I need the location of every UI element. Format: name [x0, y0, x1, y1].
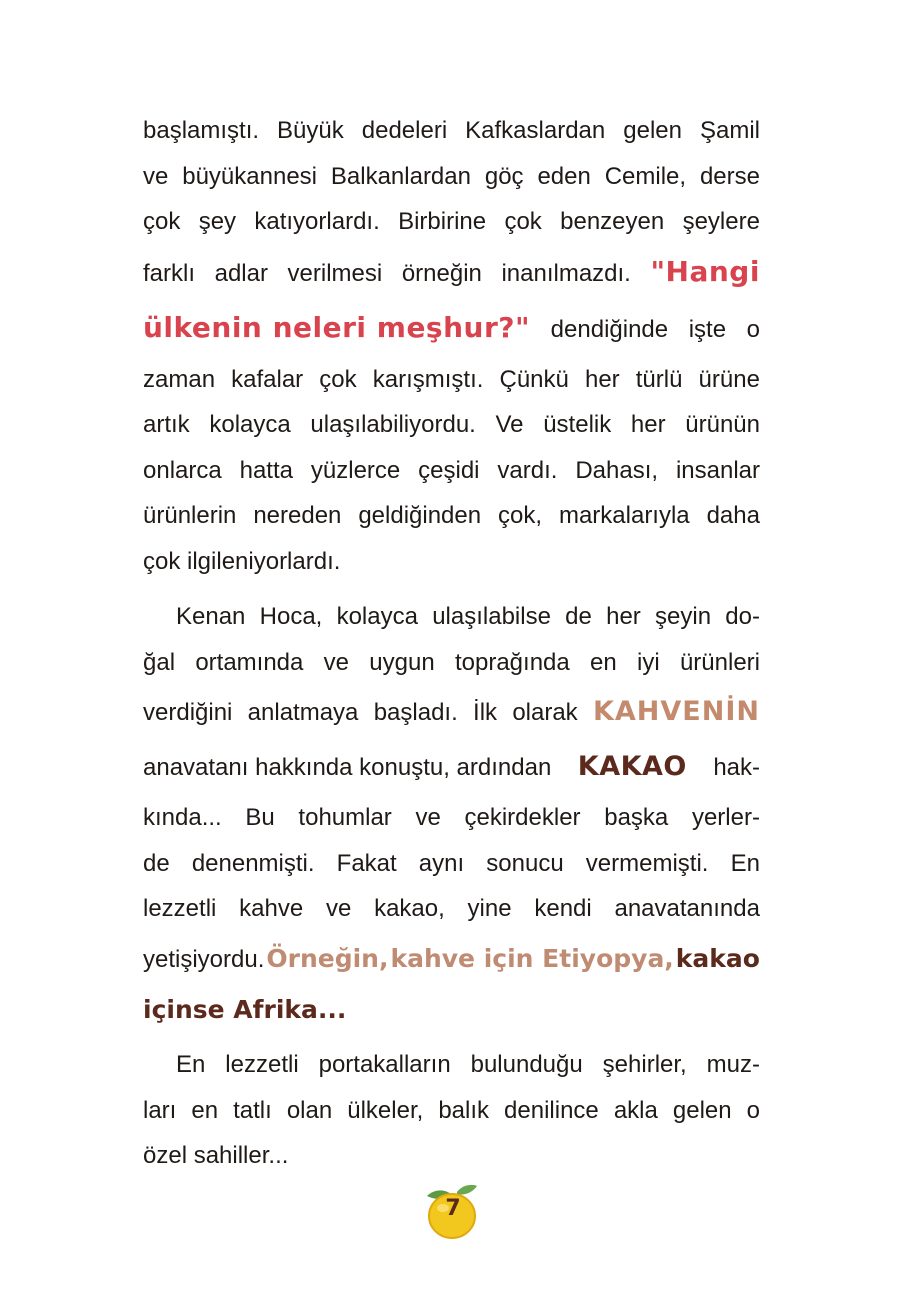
text-line	[143, 493, 760, 539]
word: üstelik	[543, 411, 612, 438]
word: yüzlerce	[310, 456, 401, 484]
word: ürünleri	[679, 648, 760, 676]
word: işte	[688, 315, 727, 343]
page-number: 7	[445, 1196, 461, 1221]
word: yine	[467, 895, 512, 922]
text-line	[143, 1133, 760, 1179]
word: toprağında	[454, 648, 570, 676]
word: zaman	[143, 365, 216, 393]
word: vermemişti.	[585, 849, 709, 877]
word: Büyük	[277, 117, 344, 144]
text-line	[143, 795, 760, 841]
word: tohumlar	[298, 804, 392, 831]
word: Çünkü	[499, 365, 569, 393]
word: gelen	[672, 1096, 732, 1124]
highlight-kahve-etiyopya: kahve için Etiyopya,	[390, 943, 674, 973]
text-line	[143, 886, 760, 932]
word: karışmıştı.	[372, 365, 484, 393]
word: her	[630, 411, 666, 438]
word: muz-	[706, 1051, 760, 1078]
word: çok	[504, 208, 542, 235]
highlight-kakao-word: kakao	[675, 943, 760, 973]
word: de	[143, 849, 170, 877]
word: onlarca	[143, 456, 222, 484]
word: kafalar	[231, 365, 304, 393]
word: başlamıştı.	[143, 117, 260, 144]
word: ülkeler,	[347, 1096, 424, 1124]
word: Birbirine	[398, 208, 487, 235]
text-line	[143, 1042, 760, 1088]
word: bulunduğu	[470, 1051, 583, 1078]
word: türlü	[635, 365, 683, 393]
word: şeyin	[655, 603, 712, 630]
word: ve	[415, 804, 441, 831]
word: ulaşılabiliyordu.	[310, 411, 476, 438]
word: Fakat	[336, 849, 397, 877]
word: büyükannesi	[182, 162, 317, 190]
text-line	[143, 108, 760, 154]
word: uygun	[369, 648, 435, 676]
word: lezzetli	[225, 1051, 299, 1078]
page-number-badge	[421, 1182, 481, 1242]
word: en	[191, 1096, 219, 1124]
word: çeşidi	[418, 456, 480, 484]
word: Balkanlardan	[330, 162, 471, 190]
word: verilmesi	[287, 259, 383, 287]
line-text: anavatanı hakkında konuştu, ardından	[143, 754, 552, 781]
highlight-quote: ülkenin neleri meşhur?"	[143, 310, 531, 344]
word: adlar	[214, 259, 268, 287]
word: her	[606, 603, 641, 630]
word: denenmişti.	[191, 849, 315, 877]
paragraph-2	[143, 594, 760, 1032]
text-line	[143, 841, 760, 887]
word: her	[584, 365, 620, 393]
word: ürüne	[698, 365, 760, 393]
text-line	[143, 402, 760, 448]
word: akla	[613, 1096, 658, 1124]
word: ulaşılabilse	[432, 603, 551, 630]
word: Dahası,	[575, 456, 659, 484]
word: gelen	[623, 117, 682, 144]
word: çekirdekler	[464, 804, 581, 831]
word: o	[746, 1096, 760, 1124]
text-line	[143, 740, 760, 795]
text-line	[143, 301, 760, 357]
word: de	[565, 603, 592, 630]
text-line	[143, 987, 760, 1033]
word: En	[730, 849, 760, 877]
word: ve	[325, 895, 352, 922]
word: başka	[604, 804, 669, 831]
word: çok,	[498, 502, 543, 529]
word: anavatanında	[614, 895, 760, 922]
text-line	[143, 357, 760, 403]
word: katıyorlardı.	[254, 208, 380, 235]
word: ve	[143, 162, 169, 190]
word: verdiğini	[143, 699, 233, 726]
word: Ve	[495, 411, 524, 438]
word: dedeleri	[361, 117, 448, 144]
word: portakalların	[318, 1051, 451, 1078]
paragraph-1	[143, 108, 760, 584]
word: derse	[699, 162, 760, 190]
line-text: özel sahiller...	[143, 1142, 289, 1169]
word: ürünün	[685, 411, 760, 438]
word: yerler-	[691, 804, 760, 831]
page-body	[143, 108, 760, 1179]
line-text: yetişiyordu.	[143, 945, 265, 973]
word: do-	[725, 603, 760, 630]
word: o	[746, 315, 760, 343]
word: anlatmaya	[247, 699, 359, 726]
word: denilince	[504, 1096, 599, 1124]
highlight-ornegin: Örneğin,	[266, 943, 389, 973]
word: farklı	[143, 259, 196, 287]
word: ürünlerin	[143, 502, 237, 529]
word: Şamil	[699, 117, 760, 144]
word: şey	[198, 208, 237, 235]
highlight-kahvenin: KAHVENİN	[592, 696, 760, 727]
word: şehirler,	[602, 1051, 687, 1078]
word: benzeyen	[560, 208, 665, 235]
highlight-afrika: içinse Afrika...	[143, 994, 347, 1024]
word: Kenan	[176, 603, 246, 630]
word: Cemile,	[604, 162, 687, 190]
text-line	[143, 685, 760, 740]
word: İlk	[473, 699, 498, 726]
word: kakao,	[374, 895, 445, 922]
paragraph-3	[143, 1042, 760, 1179]
word: göç	[484, 162, 524, 190]
word: kında...	[143, 804, 222, 831]
text-line	[143, 640, 760, 686]
word: çok	[319, 365, 357, 393]
word: kahve	[239, 895, 304, 922]
word: ğal	[143, 648, 176, 676]
word: Hoca,	[259, 603, 323, 630]
word: başladı.	[373, 699, 458, 726]
word: ortamında	[195, 648, 304, 676]
word: tatlı	[233, 1096, 272, 1124]
word: markalarıyla	[558, 502, 690, 529]
word: örneğin	[401, 259, 482, 287]
word: vardı.	[497, 456, 558, 484]
word: iyi	[637, 648, 660, 676]
word: geldiğinden	[358, 502, 482, 529]
word: çok	[143, 208, 181, 235]
text-line	[143, 199, 760, 245]
word: Bu	[245, 804, 275, 831]
text-line	[143, 1088, 760, 1134]
text-line	[143, 594, 760, 640]
word: en	[590, 648, 617, 676]
word: insanlar	[675, 456, 760, 484]
word: olan	[286, 1096, 333, 1124]
text-line	[143, 154, 760, 200]
word: kendi	[534, 895, 592, 922]
highlight-kakao: KAKAO	[577, 751, 687, 782]
text-line	[143, 539, 760, 585]
word: sonucu	[486, 849, 564, 877]
word: daha	[706, 502, 760, 529]
word: En	[176, 1051, 206, 1078]
word: inanılmazdı.	[501, 259, 631, 287]
word: şeylere	[682, 208, 760, 235]
word: balık	[438, 1096, 490, 1124]
word: ları	[143, 1096, 177, 1124]
word: lezzetli	[143, 895, 217, 922]
line-text: hak-	[713, 754, 760, 781]
text-line	[143, 245, 760, 301]
word: hatta	[239, 456, 293, 484]
word: Kafkaslardan	[465, 117, 606, 144]
word: nereden	[253, 502, 342, 529]
word: kolayca	[209, 411, 291, 438]
word: ve	[323, 648, 350, 676]
word: aynı	[418, 849, 465, 877]
word: eden	[537, 162, 591, 190]
word: dendiğinde	[550, 315, 669, 343]
text-line	[143, 932, 760, 987]
highlight-quote: "Hangi	[650, 254, 760, 288]
text-line	[143, 448, 760, 494]
word: kolayca	[336, 603, 418, 630]
line-text: çok ilgileniyorlardı.	[143, 547, 341, 575]
word: olarak	[512, 699, 578, 726]
word: artık	[143, 411, 190, 438]
